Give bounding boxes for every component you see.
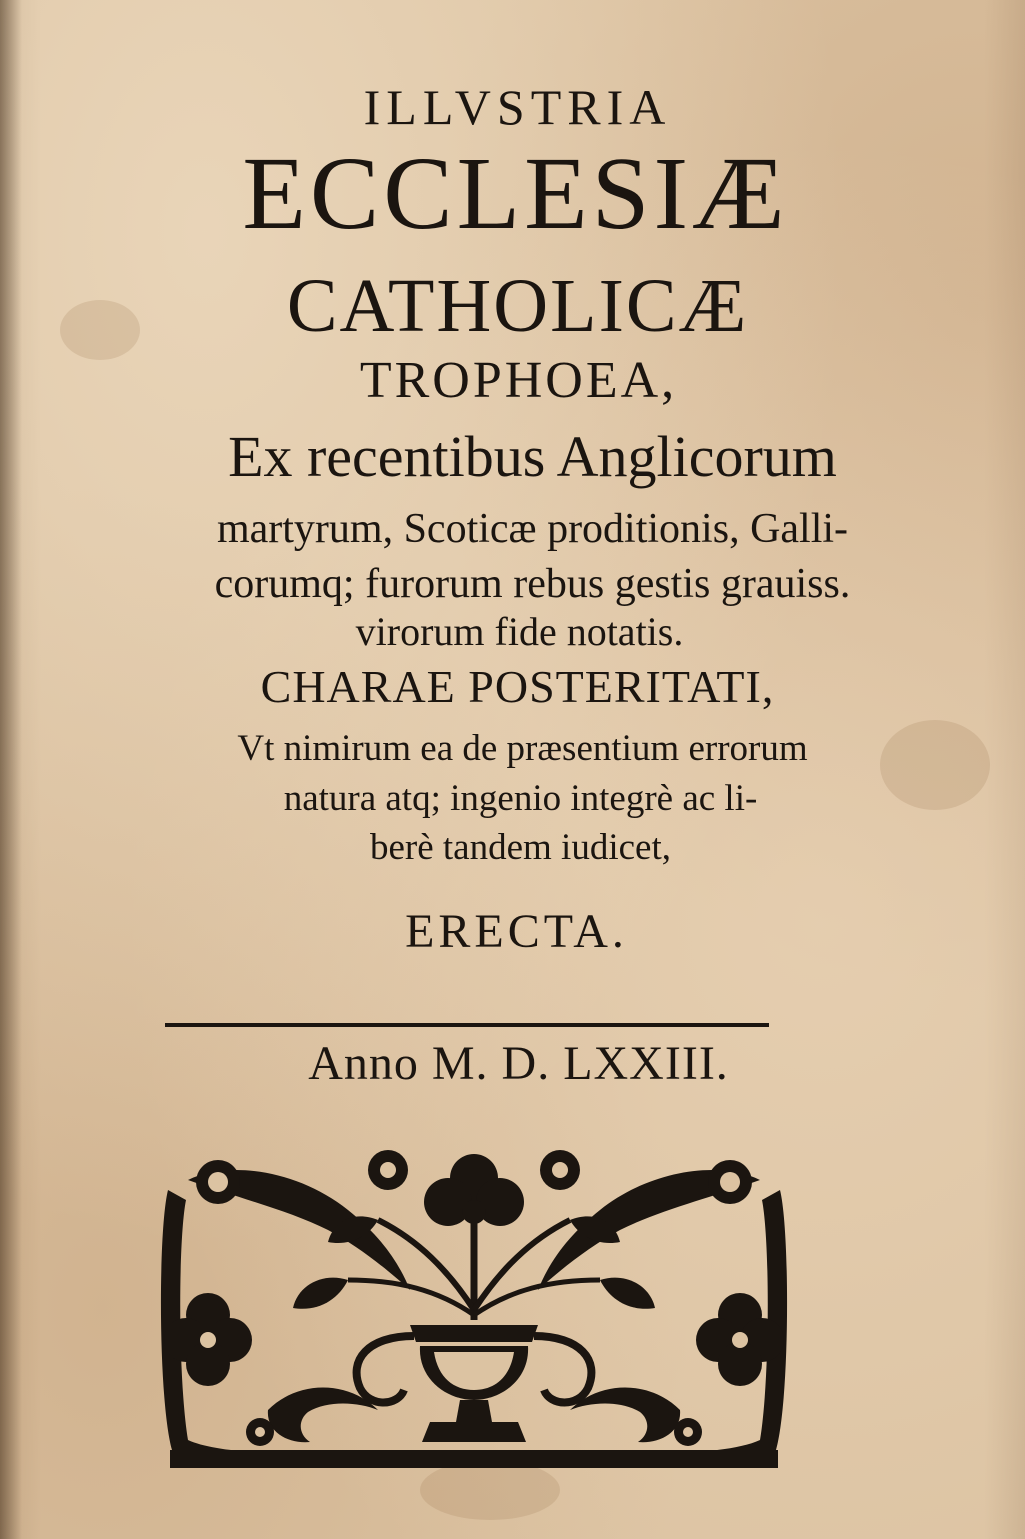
title-line-trophoea: TROPHOEA, bbox=[359, 352, 678, 409]
subtitle-line-4: virorum fide notatis. bbox=[355, 609, 684, 654]
imprint-year: Anno M. D. LXXIII. bbox=[308, 1037, 729, 1090]
subtitle-line-1: Ex recentibus Anglicorum bbox=[228, 424, 837, 489]
horizontal-rule bbox=[165, 1023, 769, 1027]
subtitle-line-3: corumq; furorum rebus gestis grauiss. bbox=[214, 561, 851, 607]
title-line-illustria: ILLVSTRIA bbox=[363, 79, 672, 135]
flower-vase-ornament-icon bbox=[148, 1150, 800, 1480]
dedication-heading: CHARAE POSTERITATI, bbox=[260, 661, 775, 712]
subtitle-line-2: martyrum, Scoticæ proditionis, Galli- bbox=[216, 506, 849, 552]
erecta-line: ERECTA. bbox=[405, 905, 628, 958]
dedication-line-1: Vt nimirum ea de præsentium errorum bbox=[237, 728, 808, 769]
dedication-line-3: berè tandem iudicet, bbox=[369, 827, 671, 868]
title-line-catholicae: CATHOLICÆ bbox=[286, 264, 749, 348]
dedication-line-2: natura atq; ingenio integrè ac li- bbox=[283, 778, 758, 819]
title-line-ecclesiae: ECCLESIÆ bbox=[242, 136, 789, 251]
